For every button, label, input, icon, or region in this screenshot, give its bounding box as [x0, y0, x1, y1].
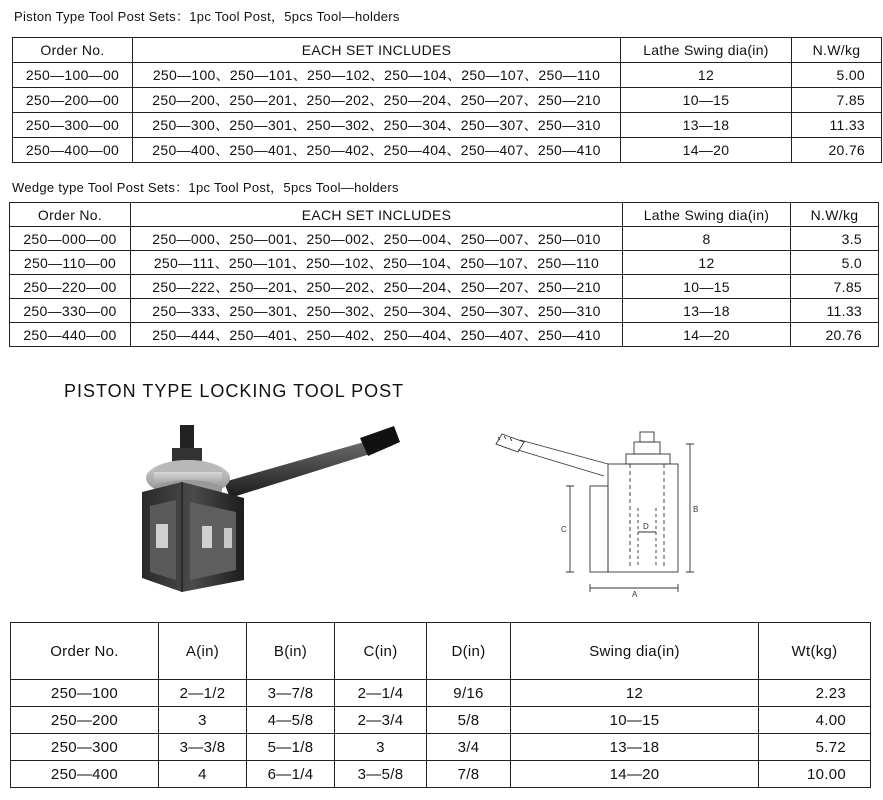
table-row [10, 275, 879, 299]
order-no-cell: 250—100—00 [13, 63, 133, 88]
weight-cell: 7.85 [792, 88, 882, 113]
tool-post-dimension-drawing [490, 428, 710, 603]
table-row [10, 299, 879, 323]
order-no-cell: 250—300 [11, 734, 159, 761]
wedge-sets-table [9, 202, 879, 347]
swing-cell: 10—15 [621, 88, 792, 113]
locking-post-table [10, 622, 871, 788]
swing-cell: 13—18 [621, 113, 792, 138]
b-cell: 4—5/8 [247, 707, 335, 734]
d-cell: 3/4 [427, 734, 511, 761]
header-net-weight: N.W/kg [791, 203, 879, 227]
table-row [11, 761, 871, 788]
weight-cell: 2.23 [759, 680, 871, 707]
piston-sets-table [12, 37, 882, 163]
table-row [13, 63, 882, 88]
swing-cell: 14—20 [511, 761, 759, 788]
b-cell: 6—1/4 [247, 761, 335, 788]
header-order-no: Order No. [11, 623, 159, 680]
weight-cell: 5.0 [791, 251, 879, 275]
set-includes-cell: 250—000、250—001、250—002、250—004、250—007、250—010 [131, 227, 623, 251]
table-header-row [10, 203, 879, 227]
set-includes-cell: 250—200、250—201、250—202、250—204、250—207、250—210 [133, 88, 621, 113]
a-cell: 2—1/2 [159, 680, 247, 707]
table-row [13, 113, 882, 138]
weight-cell: 3.5 [791, 227, 879, 251]
d-cell: 5/8 [427, 707, 511, 734]
header-d: D(in) [427, 623, 511, 680]
c-cell: 3—5/8 [335, 761, 427, 788]
header-lathe-swing: Lathe Swing dia(in) [621, 38, 792, 63]
table-row [11, 680, 871, 707]
set-includes-cell: 250—400、250—401、250—402、250—404、250—407、250—410 [133, 138, 621, 163]
a-cell: 3 [159, 707, 247, 734]
order-no-cell: 250—440—00 [10, 323, 131, 347]
swing-cell: 13—18 [511, 734, 759, 761]
swing-cell: 12 [511, 680, 759, 707]
weight-cell: 11.33 [792, 113, 882, 138]
b-cell: 5—1/8 [247, 734, 335, 761]
header-c: C(in) [335, 623, 427, 680]
c-cell: 2—3/4 [335, 707, 427, 734]
table-header-row [11, 623, 871, 680]
set-includes-cell: 250—222、250—201、250—202、250—204、250—207、250—210 [131, 275, 623, 299]
weight-cell: 5.72 [759, 734, 871, 761]
header-net-weight: N.W/kg [792, 38, 882, 63]
table-row [10, 251, 879, 275]
set-includes-cell: 250—100、250—101、250—102、250—104、250—107、250—110 [133, 63, 621, 88]
c-cell: 2—1/4 [335, 680, 427, 707]
header-weight: Wt(kg) [759, 623, 871, 680]
set-includes-cell: 250—111、250—101、250—102、250—104、250—107、250—110 [131, 251, 623, 275]
swing-cell: 13—18 [623, 299, 791, 323]
table-row [10, 227, 879, 251]
weight-cell: 7.85 [791, 275, 879, 299]
swing-cell: 10—15 [623, 275, 791, 299]
order-no-cell: 250—300—00 [13, 113, 133, 138]
dimension-label-d: D [643, 522, 649, 531]
order-no-cell: 250—400—00 [13, 138, 133, 163]
d-cell: 7/8 [427, 761, 511, 788]
dimension-label-b: B [693, 505, 699, 514]
weight-cell: 10.00 [759, 761, 871, 788]
weight-cell: 5.00 [792, 63, 882, 88]
swing-cell: 14—20 [623, 323, 791, 347]
header-set-includes: EACH SET INCLUDES [133, 38, 621, 63]
weight-cell: 20.76 [792, 138, 882, 163]
swing-cell: 12 [621, 63, 792, 88]
dimension-label-c: C [561, 525, 567, 534]
order-no-cell: 250—330—00 [10, 299, 131, 323]
table-row [11, 734, 871, 761]
order-no-cell: 250—400 [11, 761, 159, 788]
swing-cell: 10—15 [511, 707, 759, 734]
a-cell: 3—3/8 [159, 734, 247, 761]
header-swing-dia: Swing dia(in) [511, 623, 759, 680]
table-row [13, 88, 882, 113]
table-header-row [13, 38, 882, 63]
order-no-cell: 250—100 [11, 680, 159, 707]
weight-cell: 4.00 [759, 707, 871, 734]
dimension-label-a: A [632, 590, 638, 599]
set-includes-cell: 250—333、250—301、250—302、250—304、250—307、250—310 [131, 299, 623, 323]
header-set-includes: EACH SET INCLUDES [131, 203, 623, 227]
set-includes-cell: 250—300、250—301、250—302、250—304、250—307、250—310 [133, 113, 621, 138]
header-a: A(in) [159, 623, 247, 680]
weight-cell: 20.76 [791, 323, 879, 347]
wedge-sets-caption: Wedge type Tool Post Sets：1pc Tool Post，5pcs Tool—holders [12, 180, 399, 195]
order-no-cell: 250—110—00 [10, 251, 131, 275]
table-row [13, 138, 882, 163]
swing-cell: 8 [623, 227, 791, 251]
a-cell: 4 [159, 761, 247, 788]
weight-cell: 11.33 [791, 299, 879, 323]
header-b: B(in) [247, 623, 335, 680]
swing-cell: 14—20 [621, 138, 792, 163]
order-no-cell: 250—000—00 [10, 227, 131, 251]
piston-sets-caption: Piston Type Tool Post Sets：1pc Tool Post，5pcs Tool—holders [14, 9, 400, 24]
order-no-cell: 250—200 [11, 707, 159, 734]
swing-cell: 12 [623, 251, 791, 275]
b-cell: 3—7/8 [247, 680, 335, 707]
header-lathe-swing: Lathe Swing dia(in) [623, 203, 791, 227]
table-row [11, 707, 871, 734]
header-order-no: Order No. [13, 38, 133, 63]
order-no-cell: 250—200—00 [13, 88, 133, 113]
header-order-no: Order No. [10, 203, 131, 227]
tool-post-photo [132, 420, 412, 595]
d-cell: 9/16 [427, 680, 511, 707]
table-row [10, 323, 879, 347]
locking-post-title: PISTON TYPE LOCKING TOOL POST [64, 381, 405, 401]
set-includes-cell: 250—444、250—401、250—402、250—404、250—407、250—410 [131, 323, 623, 347]
c-cell: 3 [335, 734, 427, 761]
order-no-cell: 250—220—00 [10, 275, 131, 299]
